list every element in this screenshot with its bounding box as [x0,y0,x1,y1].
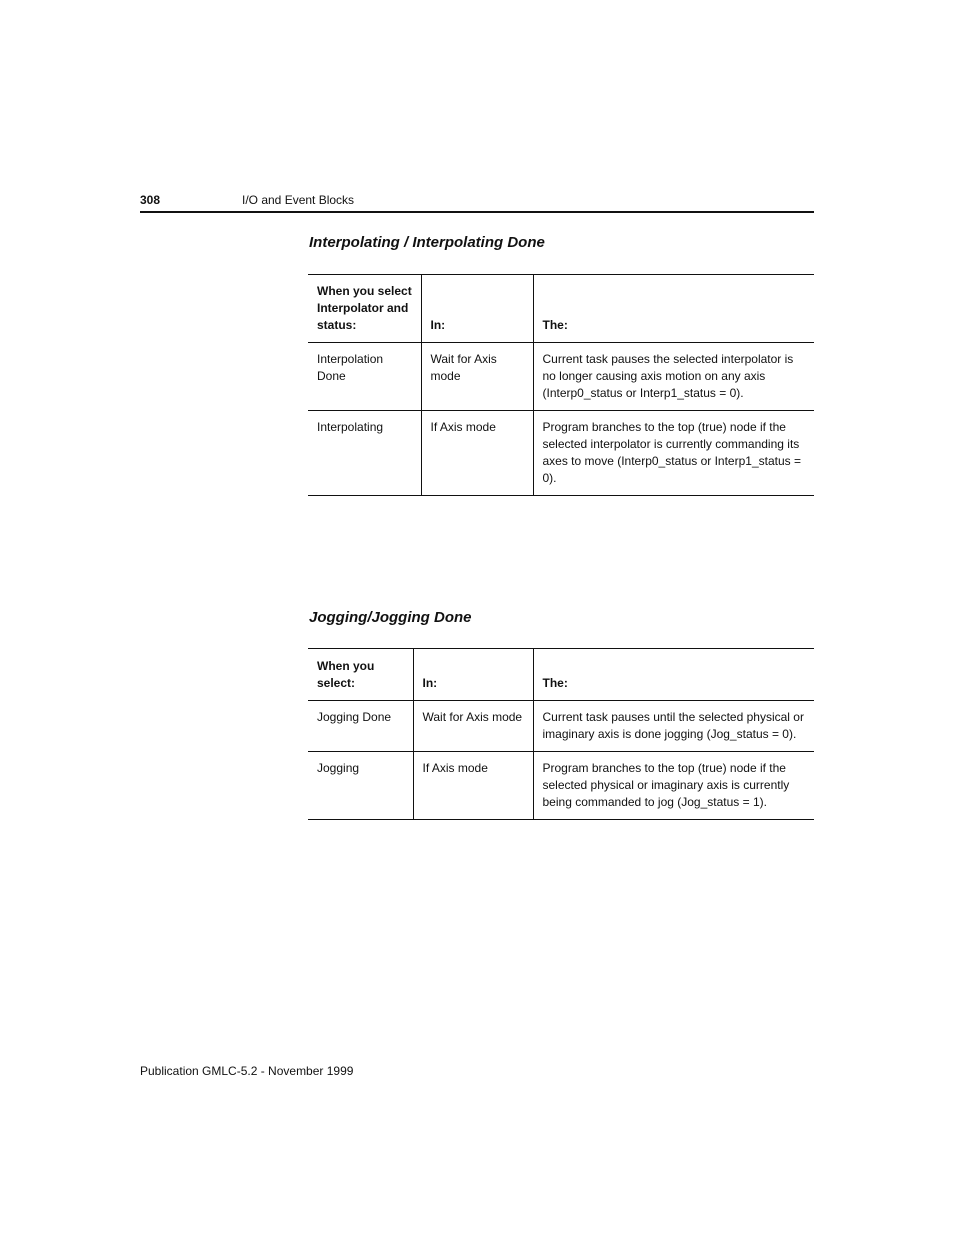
table-cell: Interpolating [308,411,421,496]
publication-footer: Publication GMLC-5.2 - November 1999 [140,1064,354,1078]
interpolating-table [308,274,814,496]
table-cell: Wait for Axis mode [421,343,533,411]
table-row [308,701,814,752]
table-cell: Program branches to the top (true) node if the selected interpolator is currently commanding its axes to move (Interp0_status or Interp1_status = 0). [533,411,814,496]
table-row [308,343,814,411]
table-header-row [308,275,814,343]
table-cell: If Axis mode [421,411,533,496]
table-cell: Program branches to the top (true) node if the selected physical or imaginary axis is currently being commanded to jog (Jog_status = 1). [533,752,814,820]
column-header: In: [421,275,533,343]
table-cell: Jogging [308,752,413,820]
section-title-interpolating: Interpolating / Interpolating Done [309,234,545,251]
column-header: In: [413,649,533,701]
table-cell: Current task pauses until the selected physical or imaginary axis is done jogging (Jog_status = 0). [533,701,814,752]
section-title-jogging: Jogging/Jogging Done [309,609,472,626]
table-cell: If Axis mode [413,752,533,820]
jogging-table [308,648,814,820]
column-header: The: [533,649,814,701]
page-number: 308 [140,193,161,207]
table-row [308,411,814,496]
page-header [140,191,814,213]
table-header-row [308,649,814,701]
column-header: The: [533,275,814,343]
table-cell: Jogging Done [308,701,413,752]
table-row [308,752,814,820]
table-cell: Current task pauses the selected interpolator is no longer causing axis motion on any axis (Interp0_status or Interp1_status = 0). [533,343,814,411]
chapter-title: I/O and Event Blocks [242,193,355,207]
column-header: When you select Interpolator and status: [308,275,421,343]
column-header: When you select: [308,649,413,701]
table-cell: Wait for Axis mode [413,701,533,752]
table-cell: Interpolation Done [308,343,421,411]
